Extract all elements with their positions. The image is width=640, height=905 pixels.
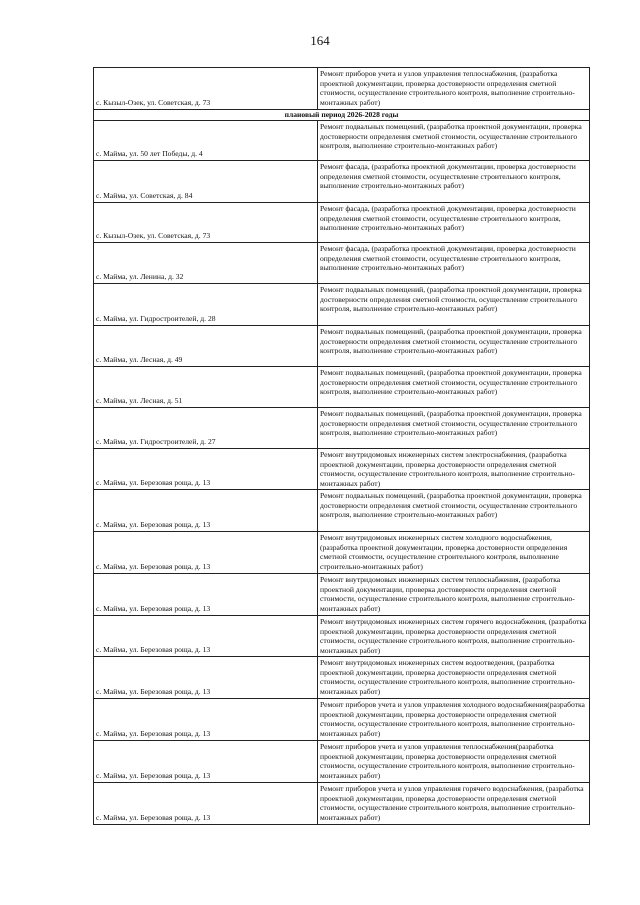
address-cell: с. Кызыл-Озек, ул. Советская, д. 73 (94, 68, 318, 110)
address-cell: с. Майма, ул. 50 лет Победы, д. 4 (94, 121, 318, 161)
works-table-body (94, 68, 590, 825)
work-description-cell: Ремонт подвальных помещений, (разработка проектной документации, проверка достоверности определения сметной стоимости, осуществление строительного контроля, выполнение строительно-монтажных работ) (318, 408, 590, 449)
address-cell: с. Майма, ул. Березовая роща, д. 13 (94, 574, 318, 616)
table-row (94, 408, 590, 449)
address-cell: с. Майма, ул. Березовая роща, д. 13 (94, 699, 318, 741)
address-cell: с. Кызыл-Озек, ул. Советская, д. 73 (94, 203, 318, 243)
work-description-cell: Ремонт приборов учета и узлов управления теплоснабжения, (разработка проектной документации, проверка достоверности определения сметной стоимости, осуществление строительного контроля, выполнение строительно-монтажных работ) (318, 68, 590, 110)
address-cell: с. Майма, ул. Гидростроителей, д. 27 (94, 408, 318, 449)
work-description-cell: Ремонт подвальных помещений, (разработка проектной документации, проверка достоверности определения сметной стоимости, осуществление строительного контроля, выполнение строительно-монтажных работ) (318, 121, 590, 161)
address-cell: с. Майма, ул. Березовая роща, д. 13 (94, 490, 318, 532)
work-description-cell: Ремонт приборов учета и узлов управления теплоснабжения(разработка проектной документации, проверка достоверности определения сметной стоимости, осуществление строительного контроля, выполнение строительно-монтажных работ) (318, 741, 590, 783)
table-row (94, 203, 590, 243)
work-description-cell: Ремонт подвальных помещений, (разработка проектной документации, проверка достоверности определения сметной стоимости, осуществление строительного контроля, выполнение строительно-монтажных работ) (318, 284, 590, 326)
work-description-cell: Ремонт подвальных помещений, (разработка проектной документации, проверка достоверности определения сметной стоимости, осуществление строительного контроля, выполнение строительно-монтажных работ) (318, 490, 590, 532)
table-row (94, 161, 590, 203)
address-cell: с. Майма, ул. Гидростроителей, д. 28 (94, 284, 318, 326)
work-description-cell: Ремонт подвальных помещений, (разработка проектной документации, проверка достоверности определения сметной стоимости, осуществление строительного контроля, выполнение строительно-монтажных работ) (318, 326, 590, 367)
table-row (94, 616, 590, 657)
table-row (94, 68, 590, 110)
work-description-cell: Ремонт внутридомовых инженерных систем теплоснабжения, (разработка проектной документации, проверка достоверности определения сметной стоимости, осуществление строительного контроля, выполнение строительно-монтажных работ) (318, 574, 590, 616)
work-description-cell: Ремонт фасада, (разработка проектной документации, проверка достоверности определения сметной стоимости, осуществление строительного контроля, выполнение строительно-монтажных работ) (318, 203, 590, 243)
work-description-cell: Ремонт внутридомовых инженерных систем водоотведения, (разработка проектной документации, проверка достоверности определения сметной стоимости, осуществление строительного контроля, выполнение строительно-монтажных работ) (318, 657, 590, 699)
table-row (94, 532, 590, 574)
table-row (94, 699, 590, 741)
table-row (94, 449, 590, 490)
work-description-cell: Ремонт подвальных помещений, (разработка проектной документации, проверка достоверности определения сметной стоимости, осуществление строительного контроля, выполнение строительно-монтажных работ) (318, 367, 590, 408)
work-description-cell: Ремонт фасада, (разработка проектной документации, проверка достоверности определения сметной стоимости, осуществление строительного контроля, выполнение строительно-монтажных работ) (318, 243, 590, 284)
works-table (93, 67, 590, 825)
table-row (94, 243, 590, 284)
work-description-cell: Ремонт внутридомовых инженерных систем холодного водоснабжения, (разработка проектной документации, проверка достоверности определения сметной стоимости, осуществление строительного контроля, выполнение строительно-монтажных работ) (318, 532, 590, 574)
table-row (94, 121, 590, 161)
section-title: плановый период 2026-2028 годы (94, 110, 590, 121)
address-cell: с. Майма, ул. Березовая роща, д. 13 (94, 532, 318, 574)
table-row (94, 367, 590, 408)
address-cell: с. Майма, ул. Ленина, д. 32 (94, 243, 318, 284)
address-cell: с. Майма, ул. Лесная, д. 51 (94, 367, 318, 408)
address-cell: с. Майма, ул. Березовая роща, д. 13 (94, 449, 318, 490)
section-header-row (94, 110, 590, 121)
address-cell: с. Майма, ул. Березовая роща, д. 13 (94, 616, 318, 657)
work-description-cell: Ремонт внутридомовых инженерных систем электроснабжения, (разработка проектной документации, проверка достоверности определения сметной стоимости, осуществление строительного контроля, выполнение строительно-монтажных работ) (318, 449, 590, 490)
work-description-cell: Ремонт приборов учета и узлов управления холодного водоснабжения(разработка проектной документации, проверка достоверности определения сметной стоимости, осуществление строительного контроля, выполнение строительно-монтажных работ) (318, 699, 590, 741)
address-cell: с. Майма, ул. Лесная, д. 49 (94, 326, 318, 367)
work-description-cell: Ремонт фасада, (разработка проектной документации, проверка достоверности определения сметной стоимости, осуществление строительного контроля, выполнение строительно-монтажных работ) (318, 161, 590, 203)
address-cell: с. Майма, ул. Советская, д. 84 (94, 161, 318, 203)
address-cell: с. Майма, ул. Березовая роща, д. 13 (94, 741, 318, 783)
table-row (94, 783, 590, 825)
work-description-cell: Ремонт приборов учета и узлов управления горячего водоснабжения, (разработка проектной документации, проверка достоверности определения сметной стоимости, осуществление строительного контроля, выполнение строительно-монтажных работ) (318, 783, 590, 825)
table-row (94, 657, 590, 699)
address-cell: с. Майма, ул. Березовая роща, д. 13 (94, 783, 318, 825)
table-row (94, 490, 590, 532)
page-number: 164 (310, 33, 330, 48)
table-row (94, 326, 590, 367)
table-row (94, 284, 590, 326)
address-cell: с. Майма, ул. Березовая роща, д. 13 (94, 657, 318, 699)
table-row (94, 574, 590, 616)
table-row (94, 741, 590, 783)
work-description-cell: Ремонт внутридомовых инженерных систем горячего водоснабжения, (разработка проектной документации, проверка достоверности определения сметной стоимости, осуществление строительного контроля, выполнение строительно-монтажных работ) (318, 616, 590, 657)
